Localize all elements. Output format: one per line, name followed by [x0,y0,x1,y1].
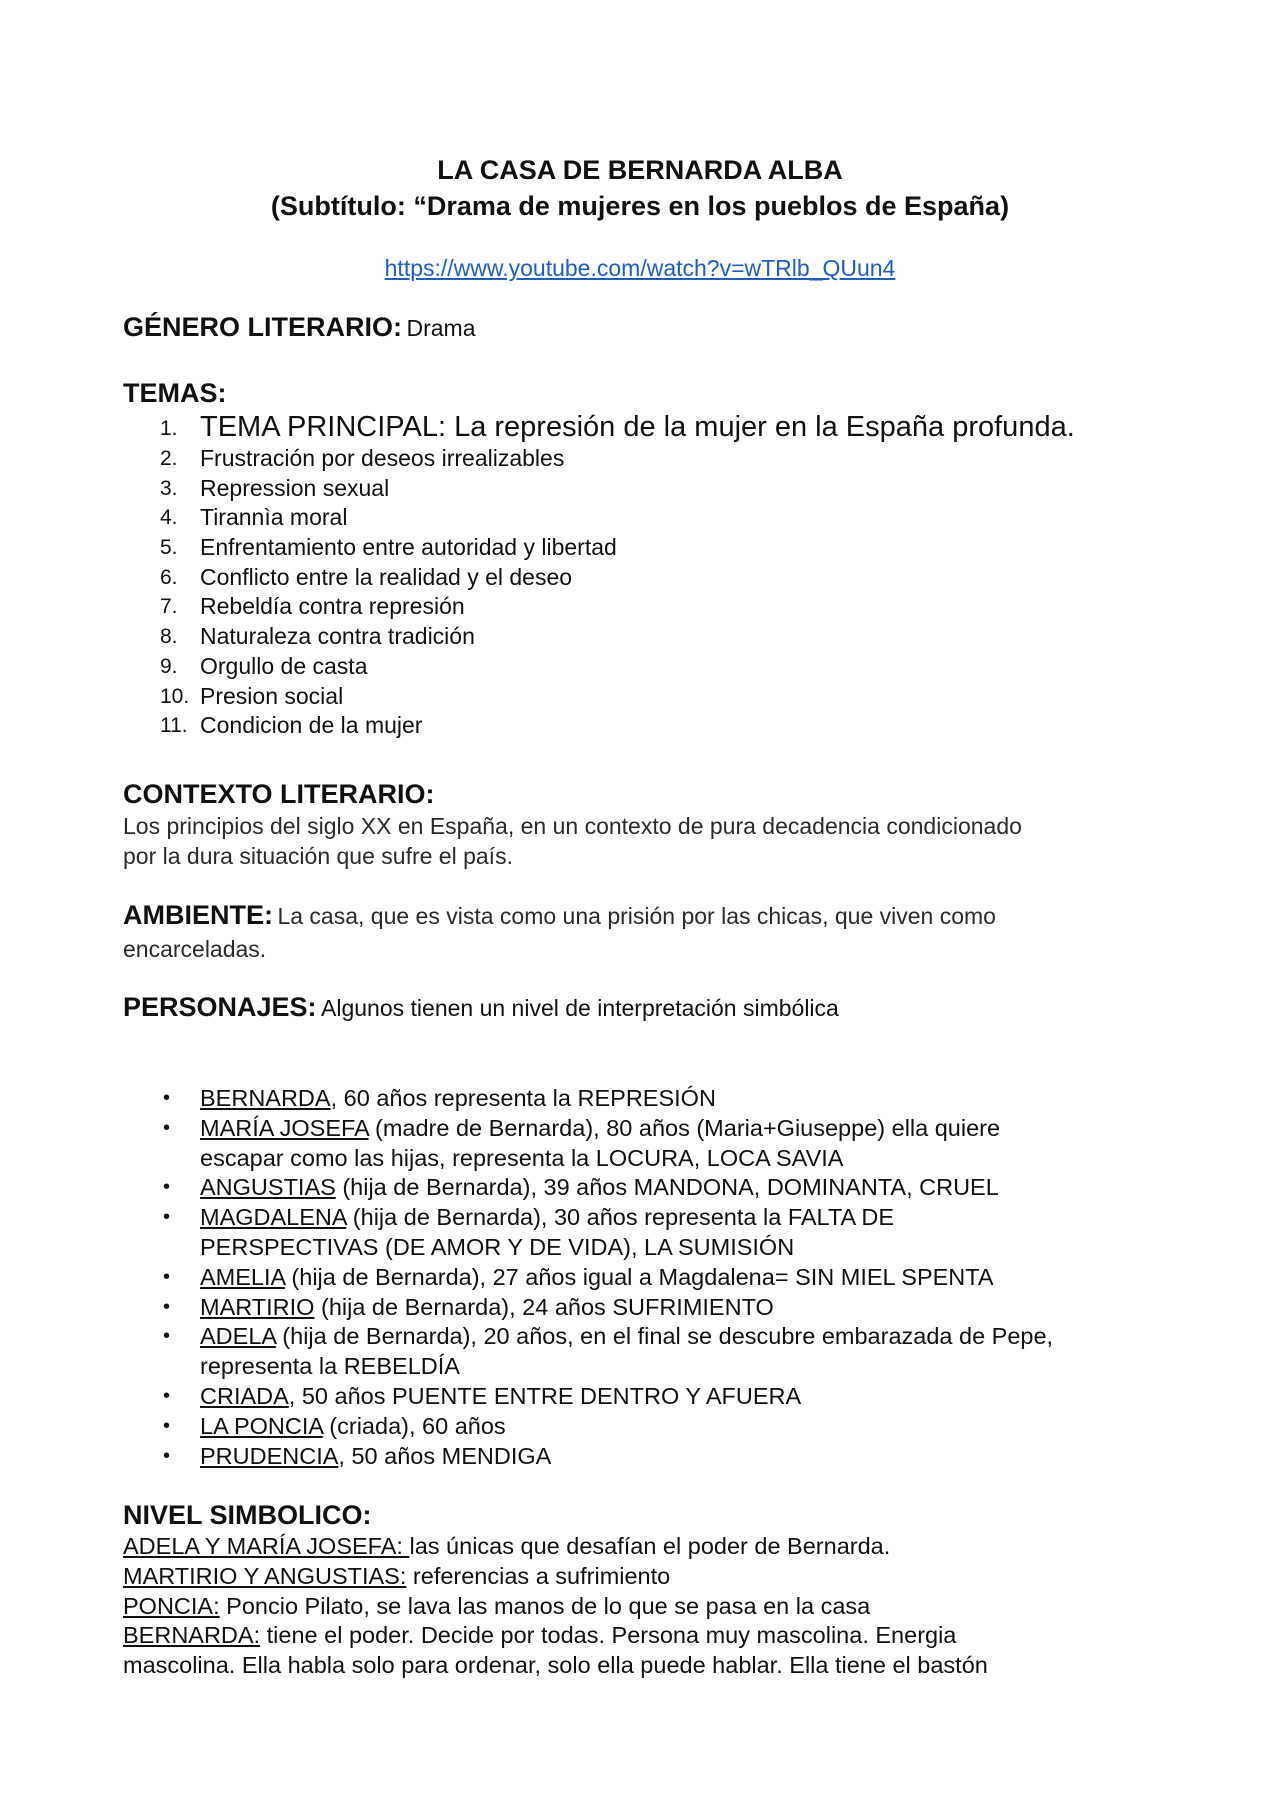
bullet-icon: • [163,1265,171,1288]
list-number: 4. [160,506,178,530]
simbolico-desc: tiene el poder. Decide por todas. Persona muy mascolina. Energia [260,1622,957,1649]
bullet-icon: • [163,1444,171,1467]
character-desc: , 60 años representa la REPRESIÓN [330,1085,716,1111]
list-number: 10. [160,684,190,708]
ambiente-line-1: La casa, que es vista como una prisión por las chicas, que viven como [277,903,996,929]
list-item [123,1173,1183,1203]
list-text: TEMA PRINCIPAL: La represión de la mujer en la España profunda. [200,411,1075,443]
character-desc: (madre de Bernarda), 80 años (Maria+Giuseppe) ella quiere [368,1114,1001,1141]
character-desc: (hija de Bernarda), 24 años SUFRIMIENTO [314,1293,774,1320]
character-name: ADELA [200,1323,276,1350]
list-item [123,1322,1183,1382]
list-item [123,1084,1183,1114]
contexto-heading: CONTEXTO LITERARIO: [123,779,435,809]
list-text: Repression sexual [200,474,390,501]
character-desc: (hija de Bernarda), 27 años igual a Magdalena= SIN MIEL SPENTA [284,1263,994,1290]
list-number: 9. [160,654,178,678]
genero-label: GÉNERO LITERARIO: [123,312,403,342]
list-number: 2. [160,447,178,470]
list-text: Enfrentamiento entre autoridad y libertad [200,534,617,561]
list-item [123,1263,1183,1293]
simbolico-row [123,1621,1183,1651]
simbolico-row [123,1532,1183,1562]
list-number: 6. [160,565,178,589]
list-number: 11. [160,714,188,738]
list-text: Orgullo de casta [200,652,368,679]
personajes-value: Algunos tienen un nivel de interpretación simbólica [321,995,839,1021]
contexto-text [123,811,1163,871]
bullet-icon: • [163,1414,171,1437]
list-item [123,1203,1183,1263]
simbolico-term: MARTIRIO Y ANGUSTIAS: [123,1562,407,1589]
list-number: 1. [160,417,178,440]
character-desc: (criada), 60 años [322,1412,506,1439]
bullet-icon: • [163,1295,171,1318]
list-text: Frustración por deseos irrealizables [200,445,565,471]
character-name: ANGUSTIAS [200,1174,336,1201]
simbolico-desc: Poncio Pilato, se lava las manos de lo que se pasa en la casa [219,1592,871,1619]
list-text: Naturaleza contra tradición [200,623,475,650]
simbolico-term: BERNARDA: [123,1622,261,1649]
list-item [123,1412,1183,1442]
list-item [123,1382,1183,1412]
character-desc: , 50 años PUENTE ENTRE DENTRO Y AFUERA [288,1382,802,1409]
list-number: 8. [160,625,178,649]
character-name: BERNARDA [200,1085,331,1111]
list-text: Presion social [200,682,344,709]
character-name: CRIADA [200,1382,289,1409]
list-item [123,1442,1183,1472]
personajes-list [123,1084,1183,1471]
list-text: Tirannìa moral [200,504,348,531]
genero-value: Drama [406,315,476,341]
list-number: 7. [160,595,178,619]
personajes-section [123,992,839,1023]
list-number: 5. [160,536,178,560]
contexto-line-1: Los principios del siglo XX en España, en un contexto de pura decadencia condicionado [123,813,1022,839]
document-title: LA CASA DE BERNARDA ALBA [437,155,843,185]
character-name: MARÍA JOSEFA [200,1114,369,1141]
simbolico-term: ADELA Y MARÍA JOSEFA: [123,1533,410,1559]
character-desc-cont: PERSPECTIVAS (DE AMOR Y DE VIDA), LA SUMISIÓN [200,1233,795,1260]
youtube-link-line [0,253,1280,283]
character-name: PRUDENCIA [200,1442,339,1469]
simbolico-row [123,1592,1183,1622]
list-number: 3. [160,476,178,500]
simbolico-desc: referencias a sufrimiento [406,1562,671,1589]
ambiente-section [123,900,996,931]
character-desc-cont: escapar como las hijas, representa la LOCURA, LOCA SAVIA [200,1144,844,1171]
character-desc: (hija de Bernarda), 20 años, en el final se descubre embarazada de Pepe, [275,1323,1054,1350]
simbolico-row [123,1562,1183,1592]
character-desc: (hija de Bernarda), 39 años MANDONA, DOMINANTA, CRUEL [335,1174,999,1201]
simbolico-text [123,1532,1183,1681]
list-text: Condicion de la mujer [200,712,423,739]
simbolico-last-line: mascolina. Ella habla solo para ordenar, solo ella puede hablar. Ella tiene el bastón [123,1652,988,1679]
genero-section [123,312,475,343]
list-item [123,1114,1183,1174]
document-subtitle: (Subtítulo: “Drama de mujeres en los pueblos de España) [270,191,1010,221]
simbolico-term: PONCIA: [123,1592,220,1619]
character-name: LA PONCIA [200,1412,323,1439]
character-name: MARTIRIO [200,1293,315,1320]
character-desc-cont: representa la REBELDÍA [200,1353,460,1380]
temas-heading: TEMAS: [123,378,227,408]
bullet-icon: • [163,1087,171,1109]
character-desc: (hija de Bernarda), 30 años representa la FALTA DE [346,1204,895,1231]
list-text: Conflicto entre la realidad y el deseo [200,563,573,590]
list-item [123,1293,1183,1323]
personajes-label: PERSONAJES: [123,992,317,1022]
ambiente-line-2: encarceladas. [123,936,267,962]
bullet-icon: • [163,1116,171,1139]
bullet-icon: • [163,1176,171,1199]
youtube-link[interactable]: https://www.youtube.com/watch?v=wTRlb_QUun4 [384,255,896,281]
list-text: Rebeldía contra represión [200,593,465,620]
character-desc: , 50 años MENDIGA [338,1442,552,1469]
character-name: AMELIA [200,1263,285,1290]
ambiente-label: AMBIENTE: [123,900,273,930]
contexto-line-2: por la dura situación que sufre el país. [123,843,513,869]
bullet-icon: • [163,1384,171,1407]
character-name: MAGDALENA [200,1204,347,1231]
bullet-icon: • [163,1325,171,1348]
simbolico-desc: las únicas que desafían el poder de Bernarda. [409,1533,891,1559]
simbolico-heading: NIVEL SIMBOLICO: [123,1500,372,1530]
bullet-icon: • [163,1206,171,1229]
